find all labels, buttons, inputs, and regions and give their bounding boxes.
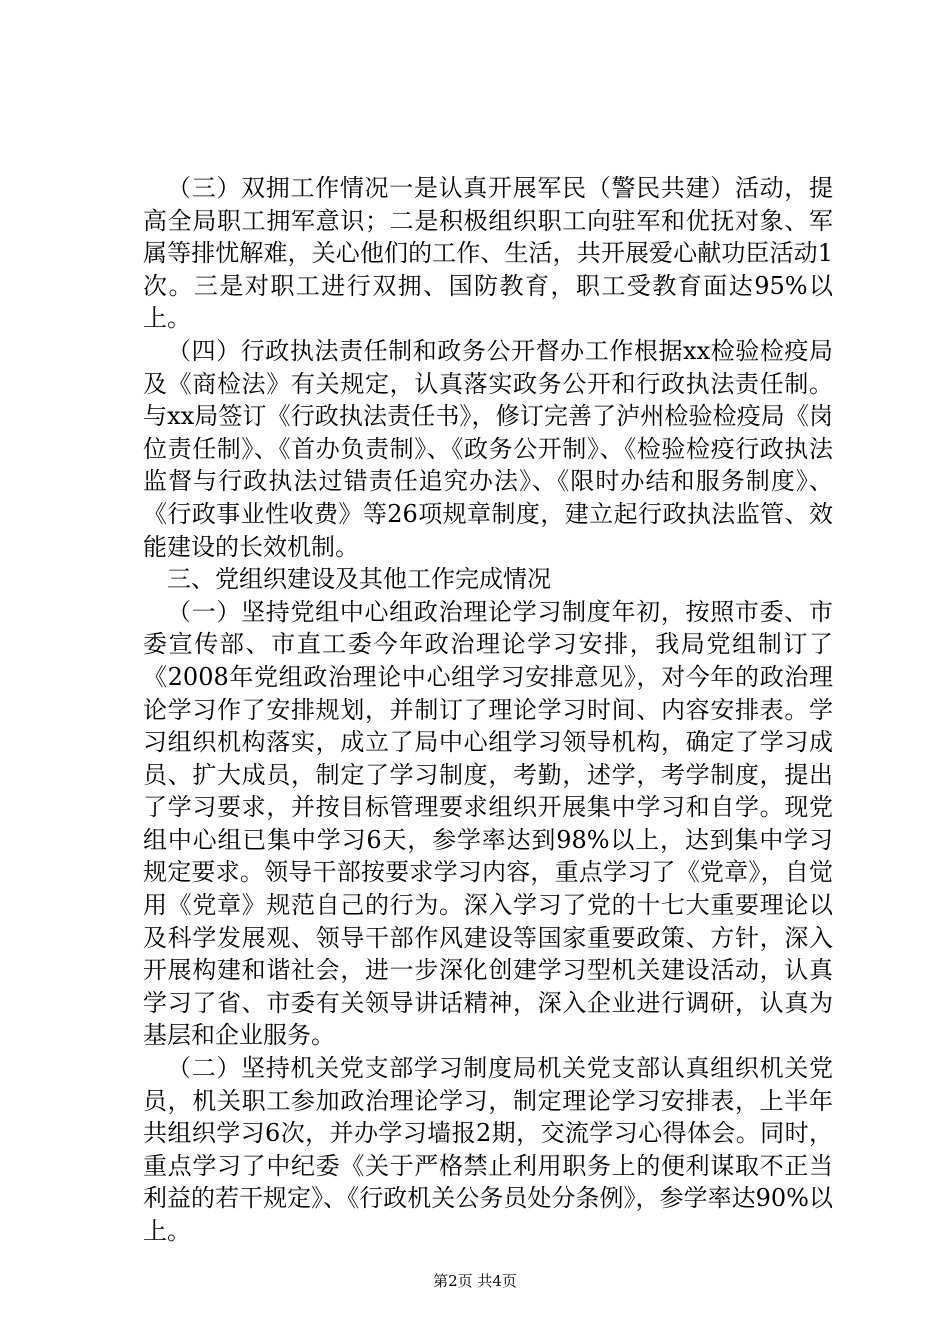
paragraph-zhongxinzu-study: （一）坚持党组中心组政治理论学习制度年初，按照市委、市委宣传部、市直工委今年政治理论学习安排，我局党组制订了《2008年党组政治理论中心组学习安排意见》，对今年的政治理论学习作了安排规划，并制订了理论学习时间、内容安排表。学习组织机构落实，成立了局中心组学习领导机构，确定了学习成员、扩大成员，制定了学习制度，考勤，述学，考学制度，提出了学习要求，并按目标管理要求组织开展集中学习和自学。现党组中心组已集中学习6天，参学率达到98%以上，达到集中学习规定要求。领导干部按要求学习内容，重点学习了《党章》，自觉用《党章》规范自己的行为。深入学习了党的十七大重要理论以及科学发展观、领导干部作风建设等国家重要政策、方针，深入开展构建和谐社会，进一步深化创建学习型机关建设活动，认真学习了省、市委有关领导讲话精神，深入企业进行调研，认真为基层和企业服务。 [143,597,833,1050]
section-heading-party-building: 三、党组织建设及其他工作完成情况 [167,565,551,594]
page-footer: 第2页 共4页 [433,1272,517,1290]
paragraph-xingzheng-zhifa: （四）行政执法责任制和政务公开督办工作根据xx检验检疫局及《商检法》有关规定，认真落实政务公开和行政执法责任制。与xx局签订《行政执法责任书》，修订完善了泸州检验检疫局《岗位责任制》、《首办负责制》、《政务公开制》、《检验检疫行政执法监督与行政执法过错责任追究办法》、《限时办结和服务制度》、《行政事业性收费》等26项规章制度，建立起行政执法监管、效能建设的长效机制。 [143,336,833,561]
paragraph-party-branch-study: （二）坚持机关党支部学习制度局机关党支部认真组织机关党员，机关职工参加政治理论学习，制定理论学习安排表，上半年共组织学习6次，并办学习墙报2期，交流学习心得体会。同时，重点学习了中纪委《关于严格禁止利用职务上的便利谋取不正当利益的若干规定》、《行政机关公务员处分条例》，参学率达90%以上。 [143,1054,833,1245]
document-body [143,172,833,1248]
paragraph-shuangyong: （三）双拥工作情况一是认真开展军民（警民共建）活动，提高全局职工拥军意识；二是积极组织职工向驻军和优抚对象、军属等排忧解难，关心他们的工作、生活，共开展爱心献功臣活动1次。三是对职工进行双拥、国防教育，职工受教育面达95%以上。 [143,174,833,333]
